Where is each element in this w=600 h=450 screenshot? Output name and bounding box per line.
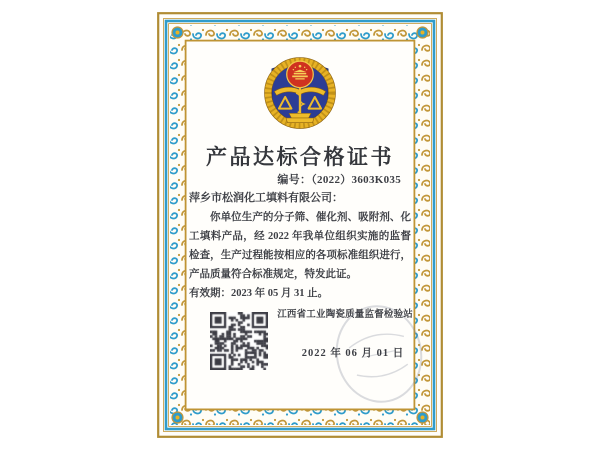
certificate-content	[187, 42, 413, 408]
certificate-title: 产品达标合格证书	[206, 145, 394, 169]
certificate-number: 编号：（2022）3603K035	[277, 174, 401, 186]
qr-code	[210, 312, 268, 370]
certificate-body: 你单位生产的分子筛、催化剂、吸附剂、化工填料产品，经 2022 年我单位组织实施的监督检查，生产过程能按相应的各项标准组织进行，产品质量符合标准规定，特发此证。	[189, 212, 411, 280]
company-name: 萍乡市松润化工填料有限公司：	[189, 192, 343, 204]
issuer-name: 江西省工业陶瓷质量监督检验站	[277, 310, 413, 320]
certificate-text-block	[189, 189, 411, 303]
validity-period: 有效期：2023 年 05 月 31 止。	[189, 288, 329, 299]
quality-supervision-emblem-icon	[261, 54, 339, 129]
certificate	[157, 12, 443, 438]
issue-date: 2022 年 06 月 01 日	[301, 348, 405, 359]
